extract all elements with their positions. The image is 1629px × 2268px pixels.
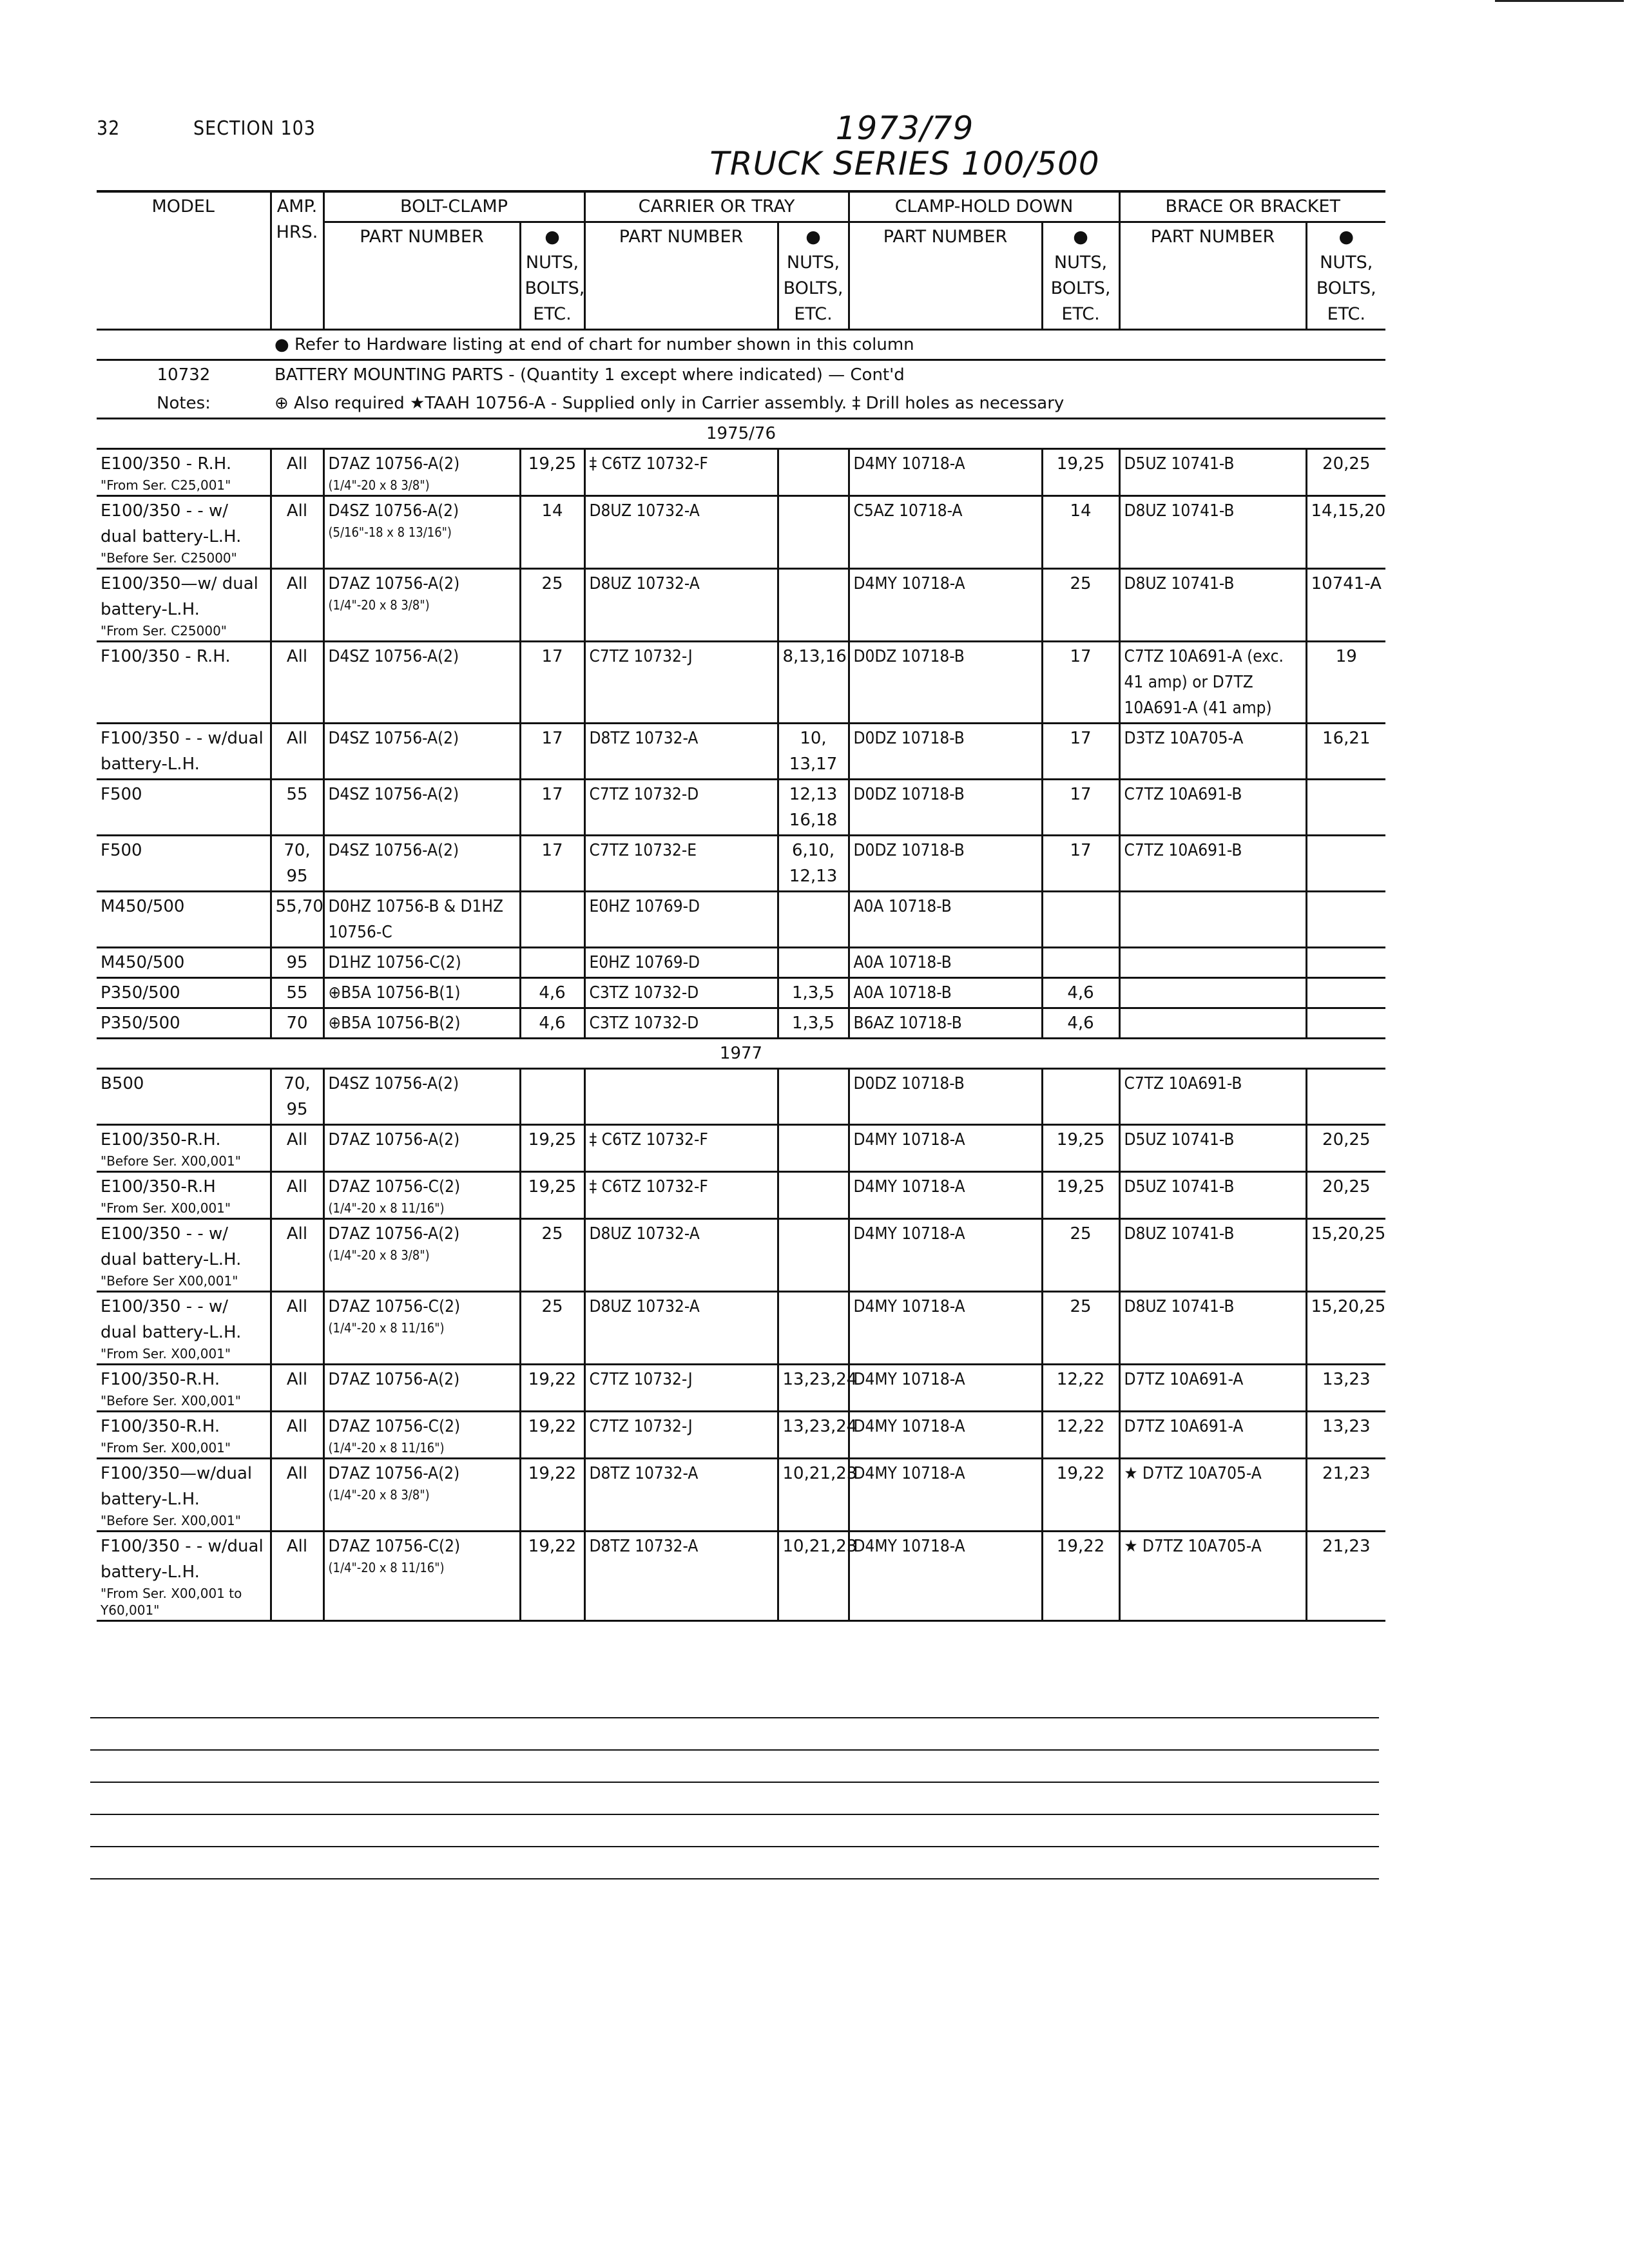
also-required-note: ⊕ Also required ★TAAH 10756-A - Supplied only in Carrier assembly. ‡ Drill holes as necessary <box>275 394 1065 413</box>
part-number-label: 10732 <box>157 365 211 385</box>
hold-part-number: D4MY 10718-A <box>853 1464 965 1483</box>
bolt-hardware-refs: 17 <box>541 785 563 804</box>
brace-hardware-refs: 14,15,20 <box>1311 501 1386 521</box>
table-row <box>97 1219 1385 1292</box>
brace-hardware-refs: 13,23 <box>1322 1370 1371 1389</box>
bolt-part-number: D7AZ 10756-A(2) <box>328 1130 460 1149</box>
carrier-hardware-refs: 10,21,23 <box>782 1537 858 1556</box>
hold-part-number: D4MY 10718-A <box>853 1297 965 1316</box>
carrier-part-number: C7TZ 10732-J <box>589 1370 693 1389</box>
model-cell: F100/350 - - w/dual battery-L.H. <box>101 729 264 774</box>
carrier-hardware-refs: 6,10, 12,13 <box>789 841 838 886</box>
hold-hardware-refs: 12,22 <box>1056 1417 1105 1436</box>
bolt-hardware-refs: 25 <box>541 1224 563 1244</box>
bolt-part-number: D7AZ 10756-A(2) <box>328 574 460 593</box>
hold-hardware-refs: 19,22 <box>1056 1537 1105 1556</box>
brace-part-number: C7TZ 10A691-B <box>1124 841 1242 860</box>
amp-cell: All <box>286 454 308 474</box>
col-carrier-nuts: ● NUTS, BOLTS, ETC. <box>778 222 849 330</box>
table-row <box>97 724 1385 780</box>
hold-hardware-refs: 4,6 <box>1067 1014 1094 1033</box>
bolt-part-number: D0HZ 10756-B & D1HZ 10756-C <box>328 897 504 942</box>
table-row <box>97 642 1385 724</box>
amp-cell: All <box>286 1224 308 1244</box>
amp-cell: All <box>286 1417 308 1436</box>
bolt-hardware-refs: 14 <box>541 501 563 521</box>
amp-cell: 55 <box>286 785 308 804</box>
amp-cell: All <box>286 1537 308 1556</box>
carrier-part-number: C7TZ 10732-J <box>589 647 693 666</box>
bolt-size-note: (5/16"-18 x 8 13/16") <box>328 524 452 540</box>
model-cell: E100/350-R.H. <box>101 1130 221 1149</box>
bolt-part-number: D7AZ 10756-A(2) <box>328 1370 460 1389</box>
bolt-size-note: (1/4"-20 x 8 3/8") <box>328 597 430 613</box>
hold-part-number: A0A 10718-B <box>853 983 952 1003</box>
carrier-part-number: C7TZ 10732-J <box>589 1417 693 1436</box>
carrier-hardware-refs: 10, 13,17 <box>789 729 838 774</box>
table-row <box>97 948 1385 978</box>
bolt-part-number: D4SZ 10756-A(2) <box>328 501 459 521</box>
serial-range-note: "From Ser. X00,001" <box>101 1440 231 1456</box>
amp-cell: 55,70 <box>275 897 323 916</box>
hold-hardware-refs: 25 <box>1070 1297 1092 1316</box>
brace-part-number: D8UZ 10741-B <box>1124 1297 1235 1316</box>
brace-part-number: D8UZ 10741-B <box>1124 574 1235 593</box>
title-years: 1973/79 <box>835 110 974 147</box>
bolt-hardware-refs: 19,22 <box>528 1464 577 1483</box>
col-brace-pn: PART NUMBER <box>1119 222 1306 330</box>
col-hold-pn: PART NUMBER <box>849 222 1042 330</box>
table-row <box>97 836 1385 892</box>
hardware-note: ● Refer to Hardware listing at end of chart for number shown in this column <box>275 335 914 354</box>
carrier-part-number: ‡ C6TZ 10732-F <box>589 1130 708 1149</box>
brace-hardware-refs: 10741-A <box>1311 574 1382 593</box>
carrier-hardware-refs: 12,13 16,18 <box>789 785 838 830</box>
bolt-hardware-refs: 25 <box>541 1297 563 1316</box>
brace-part-number: D7TZ 10A691-A <box>1124 1417 1244 1436</box>
carrier-part-number: C3TZ 10732-D <box>589 983 699 1003</box>
serial-range-note: "From Ser. C25,001" <box>101 477 231 493</box>
hold-part-number: D0DZ 10718-B <box>853 647 965 666</box>
bolt-part-number: D4SZ 10756-A(2) <box>328 841 459 860</box>
bolt-hardware-refs: 4,6 <box>539 983 566 1003</box>
model-cell: P350/500 <box>101 1014 180 1033</box>
carrier-part-number: D8TZ 10732-A <box>589 1537 699 1556</box>
col-carrier: CARRIER OR TRAY <box>584 191 849 222</box>
amp-cell: 70 <box>286 1014 308 1033</box>
table-row <box>97 780 1385 836</box>
carrier-part-number: C3TZ 10732-D <box>589 1014 699 1033</box>
table-row <box>97 1532 1385 1621</box>
brace-hardware-refs: 19 <box>1335 647 1357 666</box>
table-row <box>97 892 1385 948</box>
hold-hardware-refs: 17 <box>1070 729 1092 748</box>
carrier-part-number: D8TZ 10732-A <box>589 729 699 748</box>
bolt-size-note: (1/4"-20 x 8 11/16") <box>328 1560 445 1575</box>
serial-range-note: "From Ser. C25000" <box>101 623 227 639</box>
carrier-hardware-refs: 13,23,24 <box>782 1417 858 1436</box>
hold-part-number: A0A 10718-B <box>853 953 952 972</box>
brace-hardware-refs: 16,21 <box>1322 729 1371 748</box>
model-cell: F500 <box>101 841 142 860</box>
hold-hardware-refs: 19,25 <box>1056 1130 1105 1149</box>
amp-cell: All <box>286 1177 308 1196</box>
carrier-hardware-refs: 8,13,16 <box>782 647 847 666</box>
table-end-rule <box>97 1621 1385 1622</box>
table-row <box>97 496 1385 569</box>
hold-hardware-refs: 19,25 <box>1056 1177 1105 1196</box>
table-row <box>97 1008 1385 1039</box>
amp-cell: 95 <box>286 953 308 972</box>
bolt-part-number: D7AZ 10756-A(2) <box>328 1464 460 1483</box>
blank-rule <box>90 1814 1379 1815</box>
year-heading: 1975/76 <box>706 424 776 443</box>
serial-range-note: "From Ser. X00,001" <box>101 1346 231 1361</box>
blank-rule <box>90 1782 1379 1783</box>
blank-rule <box>90 1846 1379 1847</box>
bolt-size-note: (1/4"-20 x 8 3/8") <box>328 1487 430 1503</box>
hold-hardware-refs: 14 <box>1070 501 1092 521</box>
amp-cell: 70, 95 <box>284 841 311 886</box>
bolt-part-number: D4SZ 10756-A(2) <box>328 647 459 666</box>
parts-table <box>97 190 1385 1622</box>
carrier-part-number: D8UZ 10732-A <box>589 1224 700 1244</box>
carrier-part-number: C7TZ 10732-E <box>589 841 697 860</box>
hold-part-number: D4MY 10718-A <box>853 454 965 474</box>
bolt-size-note: (1/4"-20 x 8 3/8") <box>328 477 430 493</box>
carrier-part-number: ‡ C6TZ 10732-F <box>589 454 708 474</box>
bolt-hardware-refs: 19,22 <box>528 1537 577 1556</box>
model-cell: F100/350-R.H. <box>101 1417 220 1436</box>
blank-rule <box>90 1878 1379 1879</box>
serial-range-note: "From Ser. X00,001" <box>101 1200 231 1216</box>
hold-hardware-refs: 25 <box>1070 1224 1092 1244</box>
brace-hardware-refs: 15,20,25 <box>1311 1224 1386 1244</box>
bolt-hardware-refs: 17 <box>541 729 563 748</box>
amp-cell: All <box>286 647 308 666</box>
bolt-size-note: (1/4"-20 x 8 11/16") <box>328 1440 445 1456</box>
hold-part-number: D4MY 10718-A <box>853 574 965 593</box>
hold-part-number: D4MY 10718-A <box>853 1537 965 1556</box>
page-edge-mark <box>1495 0 1624 2</box>
hold-part-number: D4MY 10718-A <box>853 1370 965 1389</box>
hold-hardware-refs: 4,6 <box>1067 983 1094 1003</box>
model-cell: F100/350-R.H. <box>101 1370 220 1389</box>
page-number: 32 <box>97 117 120 140</box>
model-cell: F100/350 - - w/dual battery-L.H. <box>101 1537 264 1582</box>
carrier-part-number: D8TZ 10732-A <box>589 1464 699 1483</box>
brace-hardware-refs: 20,25 <box>1322 1130 1371 1149</box>
brace-part-number: D8UZ 10741-B <box>1124 1224 1235 1244</box>
brace-part-number: C7TZ 10A691-B <box>1124 785 1242 804</box>
carrier-part-number: C7TZ 10732-D <box>589 785 699 804</box>
brace-part-number: D7TZ 10A691-A <box>1124 1370 1244 1389</box>
bolt-hardware-refs: 4,6 <box>539 1014 566 1033</box>
hold-part-number: D0DZ 10718-B <box>853 785 965 804</box>
table-row <box>97 1292 1385 1365</box>
bolt-part-number: D7AZ 10756-A(2) <box>328 454 460 474</box>
amp-cell: All <box>286 501 308 521</box>
model-cell: M450/500 <box>101 897 185 916</box>
bolt-hardware-refs: 19,25 <box>528 1130 577 1149</box>
year-heading: 1977 <box>719 1044 763 1063</box>
carrier-part-number: D8UZ 10732-A <box>589 501 700 521</box>
carrier-part-number: D8UZ 10732-A <box>589 574 700 593</box>
bolt-part-number: D7AZ 10756-C(2) <box>328 1537 461 1556</box>
hold-hardware-refs: 17 <box>1070 647 1092 666</box>
carrier-part-number: E0HZ 10769-D <box>589 953 700 972</box>
brace-part-number: C7TZ 10A691-B <box>1124 1074 1242 1093</box>
col-clamp-hold: CLAMP-HOLD DOWN <box>849 191 1119 222</box>
hold-hardware-refs: 12,22 <box>1056 1370 1105 1389</box>
serial-range-note: "Before Ser. X00,001" <box>101 1513 241 1528</box>
hold-hardware-refs: 17 <box>1070 785 1092 804</box>
model-cell: M450/500 <box>101 953 185 972</box>
brace-part-number: C7TZ 10A691-A (exc. 41 amp) or D7TZ 10A691-A (41 amp) <box>1124 647 1284 718</box>
bolt-part-number: D4SZ 10756-A(2) <box>328 1074 459 1093</box>
serial-range-note: "Before Ser X00,001" <box>101 1273 238 1289</box>
brace-hardware-refs: 15,20,25 <box>1311 1297 1386 1316</box>
carrier-part-number: ‡ C6TZ 10732-F <box>589 1177 708 1196</box>
hold-part-number: C5AZ 10718-A <box>853 501 963 521</box>
title-series: TRUCK SERIES 100/500 <box>709 145 1100 182</box>
amp-cell: All <box>286 1464 308 1483</box>
carrier-part-number: D8UZ 10732-A <box>589 1297 700 1316</box>
hold-part-number: D0DZ 10718-B <box>853 729 965 748</box>
bolt-part-number: ⊕B5A 10756-B(2) <box>328 1014 461 1033</box>
mounting-note: BATTERY MOUNTING PARTS - (Quantity 1 except where indicated) — Cont'd <box>275 365 905 385</box>
hold-part-number: D0DZ 10718-B <box>853 841 965 860</box>
amp-cell: All <box>286 729 308 748</box>
col-amp: AMP. HRS. <box>271 191 323 330</box>
table-row <box>97 1172 1385 1219</box>
model-cell: F100/350—w/dual battery-L.H. <box>101 1464 253 1509</box>
brace-hardware-refs: 13,23 <box>1322 1417 1371 1436</box>
carrier-hardware-refs: 1,3,5 <box>791 983 835 1003</box>
table-row <box>97 1365 1385 1412</box>
hold-part-number: B6AZ 10718-B <box>853 1014 962 1033</box>
serial-range-note: "Before Ser. C25000" <box>101 550 237 566</box>
model-cell: F500 <box>101 785 142 804</box>
bolt-part-number: ⊕B5A 10756-B(1) <box>328 983 461 1003</box>
model-cell: P350/500 <box>101 983 180 1003</box>
hold-part-number: D0DZ 10718-B <box>853 1074 965 1093</box>
brace-part-number: D3TZ 10A705-A <box>1124 729 1244 748</box>
model-cell: E100/350 - - w/ dual battery-L.H. <box>101 1297 242 1342</box>
blank-rule <box>90 1717 1379 1718</box>
carrier-part-number: E0HZ 10769-D <box>589 897 700 916</box>
col-brace: BRACE OR BRACKET <box>1119 191 1385 222</box>
col-model: MODEL <box>151 197 215 216</box>
col-bolt-clamp: BOLT-CLAMP <box>323 191 584 222</box>
model-cell: E100/350-R.H <box>101 1177 216 1196</box>
bolt-hardware-refs: 25 <box>541 574 563 593</box>
model-cell: F100/350 - R.H. <box>101 647 231 666</box>
brace-part-number: D5UZ 10741-B <box>1124 1177 1235 1196</box>
hold-hardware-refs: 19,22 <box>1056 1464 1105 1483</box>
table-row <box>97 449 1385 496</box>
section-label: SECTION 103 <box>193 117 316 140</box>
col-bolt-nuts: ● NUTS, BOLTS, ETC. <box>520 222 584 330</box>
model-cell: E100/350 - - w/ dual battery-L.H. <box>101 1224 242 1269</box>
col-brace-nuts: ● NUTS, BOLTS, ETC. <box>1306 222 1385 330</box>
bolt-hardware-refs: 19,22 <box>528 1417 577 1436</box>
table-row <box>97 1412 1385 1459</box>
model-cell: E100/350 - - w/ dual battery-L.H. <box>101 501 242 546</box>
serial-range-note: "From Ser. X00,001 to Y60,001" <box>101 1586 242 1618</box>
model-cell: E100/350 - R.H. <box>101 454 232 474</box>
table-row <box>97 978 1385 1008</box>
table-row <box>97 569 1385 642</box>
amp-cell: All <box>286 1130 308 1149</box>
amp-cell: 70, 95 <box>284 1074 311 1119</box>
table-row <box>97 1459 1385 1532</box>
bolt-part-number: D7AZ 10756-C(2) <box>328 1297 461 1316</box>
bolt-part-number: D7AZ 10756-C(2) <box>328 1177 461 1196</box>
bolt-part-number: D4SZ 10756-A(2) <box>328 785 459 804</box>
brace-hardware-refs: 21,23 <box>1322 1464 1371 1483</box>
bolt-hardware-refs: 19,22 <box>528 1370 577 1389</box>
carrier-hardware-refs: 1,3,5 <box>791 1014 835 1033</box>
amp-cell: 55 <box>286 983 308 1003</box>
table-row <box>97 1125 1385 1172</box>
brace-part-number: D5UZ 10741-B <box>1124 1130 1235 1149</box>
amp-cell: All <box>286 1297 308 1316</box>
bolt-size-note: (1/4"-20 x 8 3/8") <box>328 1247 430 1263</box>
blank-rule <box>90 1749 1379 1751</box>
model-cell: B500 <box>101 1074 144 1093</box>
col-hold-nuts: ● NUTS, BOLTS, ETC. <box>1042 222 1119 330</box>
hold-hardware-refs: 19,25 <box>1056 454 1105 474</box>
hold-hardware-refs: 25 <box>1070 574 1092 593</box>
brace-hardware-refs: 20,25 <box>1322 1177 1371 1196</box>
bolt-hardware-refs: 17 <box>541 841 563 860</box>
col-bolt-pn: PART NUMBER <box>323 222 520 330</box>
serial-range-note: "Before Ser. X00,001" <box>101 1393 241 1408</box>
brace-hardware-refs: 21,23 <box>1322 1537 1371 1556</box>
col-carrier-pn: PART NUMBER <box>584 222 778 330</box>
brace-part-number: ★ D7TZ 10A705-A <box>1124 1537 1262 1556</box>
serial-range-note: "Before Ser. X00,001" <box>101 1153 241 1169</box>
amp-cell: All <box>286 1370 308 1389</box>
bolt-part-number: D7AZ 10756-C(2) <box>328 1417 461 1436</box>
bolt-part-number: D4SZ 10756-A(2) <box>328 729 459 748</box>
brace-hardware-refs: 20,25 <box>1322 454 1371 474</box>
carrier-hardware-refs: 13,23,24 <box>782 1370 858 1389</box>
hold-part-number: D4MY 10718-A <box>853 1130 965 1149</box>
hold-part-number: D4MY 10718-A <box>853 1417 965 1436</box>
bolt-part-number: D7AZ 10756-A(2) <box>328 1224 460 1244</box>
bolt-part-number: D1HZ 10756-C(2) <box>328 953 461 972</box>
table-row <box>97 1069 1385 1125</box>
hold-part-number: D4MY 10718-A <box>853 1177 965 1196</box>
bolt-size-note: (1/4"-20 x 8 11/16") <box>328 1320 445 1336</box>
bolt-hardware-refs: 19,25 <box>528 454 577 474</box>
carrier-hardware-refs: 10,21,23 <box>782 1464 858 1483</box>
hold-part-number: D4MY 10718-A <box>853 1224 965 1244</box>
bolt-hardware-refs: 17 <box>541 647 563 666</box>
brace-part-number: ★ D7TZ 10A705-A <box>1124 1464 1262 1483</box>
brace-part-number: D8UZ 10741-B <box>1124 501 1235 521</box>
hold-part-number: A0A 10718-B <box>853 897 952 916</box>
notes-label: Notes: <box>157 394 211 413</box>
bolt-hardware-refs: 19,25 <box>528 1177 577 1196</box>
model-cell: E100/350—w/ dual battery-L.H. <box>101 574 258 619</box>
amp-cell: All <box>286 574 308 593</box>
hold-hardware-refs: 17 <box>1070 841 1092 860</box>
bolt-size-note: (1/4"-20 x 8 11/16") <box>328 1200 445 1216</box>
brace-part-number: D5UZ 10741-B <box>1124 454 1235 474</box>
